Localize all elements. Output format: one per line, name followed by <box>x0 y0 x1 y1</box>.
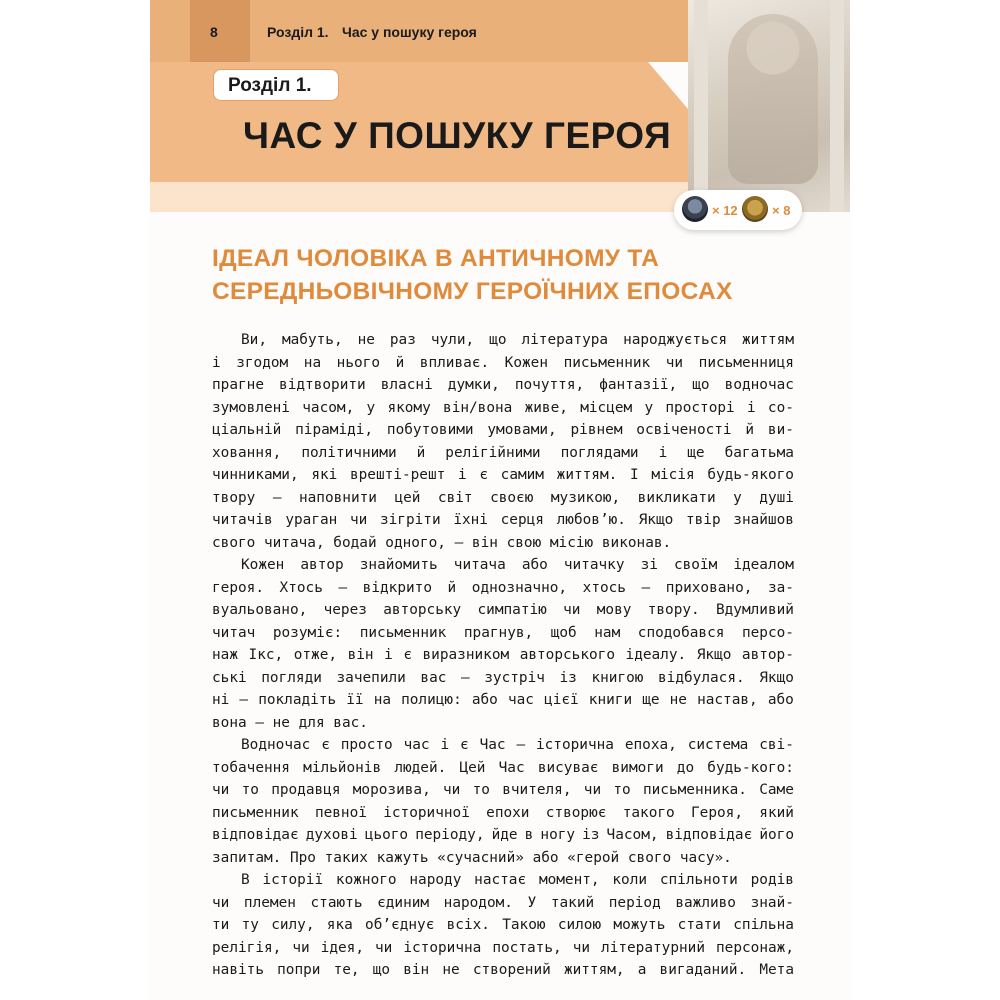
body-line: зумовлені часом, у якому він/вона живе, місцем у просторі і со- <box>212 399 794 416</box>
body-line: відповідає духові цього періоду, йде в ногу із Часом, відповідає його <box>212 827 794 843</box>
article-body <box>212 329 794 982</box>
body-line: ціальній піраміді, побутовими умовами, рівнем освіченості й ви- <box>212 422 794 438</box>
body-line: чи племен стають єдиним народом. У такий період важливо знай- <box>212 894 794 911</box>
body-line: ські погляди зачепили вас — зустріч із книгою відбулася. Якщо <box>212 669 794 686</box>
body-line: ховання, політичними й релігійними поглядами і ще багатьма <box>212 444 794 461</box>
running-header-accent <box>190 0 250 62</box>
body-line: читачів ураган чи зігріти їхні серця любов’ю. Якщо твір знайшов <box>212 512 794 528</box>
body-line: письменник певної історичної епохи створює такого Героя, який <box>212 804 794 821</box>
body-line: В історії кожного народу настає момент, коли спільноти родів <box>241 872 794 888</box>
section-label: Розділ 1. <box>228 75 312 96</box>
body-line: Ви, мабуть, не раз чули, що література народжується життям <box>241 332 794 348</box>
body-line: свого читача, бодай одного, — він свою місію виконав. <box>212 534 672 551</box>
coin-medal-icon <box>742 196 768 222</box>
body-line: твору — наповнити цей світ своєю музикою, викликати у душі <box>212 489 794 506</box>
running-header-section: Розділ 1. <box>267 24 329 40</box>
section-label-pill <box>213 69 339 101</box>
body-line: прагне відтворити власні думки, почуття, фантазії, що водночас <box>212 377 794 393</box>
body-line: наж Ікс, отже, він і є виразником авторського ідеалу. Якщо автор- <box>212 647 794 663</box>
body-line: читач розуміє: письменник прагнув, щоб нам сподобався персо- <box>212 624 794 641</box>
body-line: ні — покладіть її на полицю: або час цієї книги ще не настав, або <box>212 692 794 708</box>
resource-badge <box>674 190 802 230</box>
statue-illustration <box>688 0 850 212</box>
body-line: Водночас є просто час і є Час — історична епоха, система сві- <box>241 737 794 753</box>
author-portrait-icon <box>682 196 708 222</box>
chapter-title: ЧАС У ПОШУКУ ГЕРОЯ <box>243 115 672 156</box>
article-heading-line-1: ІДЕАЛ ЧОЛОВІКА В АНТИЧНОМУ ТА <box>212 245 660 272</box>
body-line: навіть попри те, що він не створений життям, а вигаданий. Мета <box>212 962 794 978</box>
page-number: 8 <box>210 24 218 40</box>
body-line: запитам. Про таких кажуть «сучасний» або «герой свого часу». <box>212 849 732 866</box>
body-line: чинниками, які врешті-решт і є самим життям. І місія будь-якого <box>212 467 794 483</box>
body-line: чи то продавця морозива, чи то вчителя, чи то письменника. Саме <box>212 782 794 798</box>
medal-count: × 8 <box>772 203 791 218</box>
body-line: тобачення мільйонів людей. Цей Час висуває вимоги до будь-кого: <box>212 759 794 776</box>
article-heading-line-2: СЕРЕДНЬОВІЧНОМУ ГЕРОЇЧНИХ ЕПОСАХ <box>212 278 733 305</box>
body-line: ти ту силу, яка об’єднує всіх. Такою силою можуть стати спільна <box>212 917 794 933</box>
running-header-title: Час у пошуку героя <box>342 24 477 40</box>
body-line: і згодом на нього й впливає. Кожен письменник чи письменниця <box>212 354 794 371</box>
body-line: релігія, чи ідея, чи історична постать, чи літературний персонаж, <box>212 939 794 956</box>
portrait-count: × 12 <box>712 203 738 218</box>
body-line: героя. Хтось — відкрито й однозначно, хтось — приховано, за- <box>212 579 794 596</box>
body-line: Кожен автор знайомить читача або читачку зі своїм ідеалом <box>241 557 794 573</box>
body-line: вона — не для вас. <box>212 714 368 731</box>
body-line: вуальовано, через авторську симпатію чи мову твору. Вдумливий <box>212 602 794 618</box>
